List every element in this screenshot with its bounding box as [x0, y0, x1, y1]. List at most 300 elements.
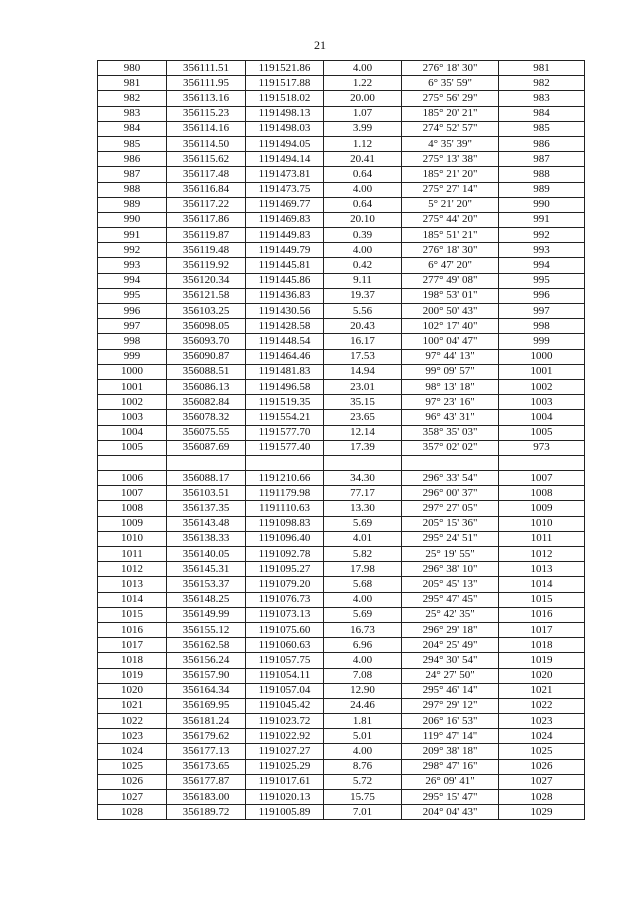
distance-cell: 19.37	[324, 288, 402, 303]
point-number-cell: 1007	[98, 486, 167, 501]
bearing-cell: 275° 13' 38"	[402, 152, 499, 167]
distance-cell: 5.56	[324, 304, 402, 319]
y-coordinate-cell: 1191518.02	[246, 91, 324, 106]
table-row	[98, 759, 585, 774]
x-coordinate-cell: 356117.22	[167, 197, 246, 212]
next-point-cell: 992	[499, 228, 585, 243]
survey-coordinates-table	[97, 60, 585, 820]
x-coordinate-cell: 356177.87	[167, 774, 246, 789]
bearing-cell: 296° 29' 18"	[402, 622, 499, 637]
x-coordinate-cell: 356115.23	[167, 106, 246, 121]
x-coordinate-cell: 356121.58	[167, 288, 246, 303]
point-number-cell: 1027	[98, 790, 167, 805]
distance-cell: 20.10	[324, 212, 402, 227]
distance-cell: 0.64	[324, 167, 402, 182]
next-point-cell: 988	[499, 167, 585, 182]
distance-cell: 23.65	[324, 410, 402, 425]
x-coordinate-cell: 356114.50	[167, 136, 246, 151]
bearing-cell: 298° 47' 16"	[402, 759, 499, 774]
bearing-cell: 100° 04' 47"	[402, 334, 499, 349]
bearing-cell: 98° 13' 18"	[402, 379, 499, 394]
y-coordinate-cell: 1191179.98	[246, 486, 324, 501]
x-coordinate-cell: 356179.62	[167, 729, 246, 744]
point-number-cell: 1003	[98, 410, 167, 425]
x-coordinate-cell: 356177.13	[167, 744, 246, 759]
point-number-cell: 1019	[98, 668, 167, 683]
next-point-cell: 985	[499, 121, 585, 136]
x-coordinate-cell: 356103.51	[167, 486, 246, 501]
y-coordinate-cell: 1191449.79	[246, 243, 324, 258]
distance-cell: 20.43	[324, 319, 402, 334]
point-number-cell: 991	[98, 228, 167, 243]
table-row	[98, 410, 585, 425]
y-coordinate-cell: 1191577.40	[246, 440, 324, 455]
next-point-cell: 1014	[499, 577, 585, 592]
point-number-cell: 989	[98, 197, 167, 212]
next-point-cell: 1019	[499, 653, 585, 668]
point-number-cell: 1006	[98, 471, 167, 486]
next-point-cell: 1021	[499, 683, 585, 698]
next-point-cell: 1024	[499, 729, 585, 744]
x-coordinate-cell: 356143.48	[167, 516, 246, 531]
y-coordinate-cell: 1191076.73	[246, 592, 324, 607]
point-number-cell: 997	[98, 319, 167, 334]
next-point-cell: 1017	[499, 622, 585, 637]
bearing-cell: 185° 21' 20"	[402, 167, 499, 182]
bearing-cell: 185° 51' 21"	[402, 228, 499, 243]
bearing-cell: 204° 25' 49"	[402, 638, 499, 653]
bearing-cell: 275° 44' 20"	[402, 212, 499, 227]
next-point-cell: 997	[499, 304, 585, 319]
bearing-cell: 295° 15' 47"	[402, 790, 499, 805]
point-number-cell: 1005	[98, 440, 167, 455]
next-point-cell: 1022	[499, 698, 585, 713]
bearing-cell: 296° 33' 54"	[402, 471, 499, 486]
bearing-cell: 25° 42' 35"	[402, 607, 499, 622]
x-coordinate-cell: 356140.05	[167, 547, 246, 562]
y-coordinate-cell: 1191025.29	[246, 759, 324, 774]
point-number-cell: 1000	[98, 364, 167, 379]
table-row	[98, 152, 585, 167]
point-number-cell: 1016	[98, 622, 167, 637]
x-coordinate-cell: 356093.70	[167, 334, 246, 349]
x-coordinate-cell: 356087.69	[167, 440, 246, 455]
next-point-cell: 1025	[499, 744, 585, 759]
y-coordinate-cell: 1191494.14	[246, 152, 324, 167]
table-row	[98, 744, 585, 759]
y-coordinate-cell: 1191473.81	[246, 167, 324, 182]
next-point-cell: 999	[499, 334, 585, 349]
x-coordinate-cell: 356082.84	[167, 395, 246, 410]
distance-cell: 8.76	[324, 759, 402, 774]
next-point-cell: 1027	[499, 774, 585, 789]
next-point-cell: 1004	[499, 410, 585, 425]
y-coordinate-cell: 1191057.75	[246, 653, 324, 668]
table-row	[98, 683, 585, 698]
bearing-cell: 297° 29' 12"	[402, 698, 499, 713]
bearing-cell: 5° 21' 20"	[402, 197, 499, 212]
bearing-cell: 275° 56' 29"	[402, 91, 499, 106]
table-row	[98, 440, 585, 455]
bearing-cell: 99° 09' 57"	[402, 364, 499, 379]
x-coordinate-cell: 356088.17	[167, 471, 246, 486]
table-row	[98, 622, 585, 637]
point-number-cell: 981	[98, 76, 167, 91]
table-row	[98, 395, 585, 410]
x-coordinate-cell: 356090.87	[167, 349, 246, 364]
table-row	[98, 304, 585, 319]
y-coordinate-cell: 1191060.63	[246, 638, 324, 653]
bearing-cell: 102° 17' 40"	[402, 319, 499, 334]
distance-cell: 0.42	[324, 258, 402, 273]
distance-cell: 1.81	[324, 714, 402, 729]
x-coordinate-cell: 356086.13	[167, 379, 246, 394]
point-number-cell: 995	[98, 288, 167, 303]
x-coordinate-cell: 356157.90	[167, 668, 246, 683]
table-row	[98, 167, 585, 182]
distance-cell: 13.30	[324, 501, 402, 516]
point-number-cell: 990	[98, 212, 167, 227]
y-coordinate-cell: 1191096.40	[246, 531, 324, 546]
table-row	[98, 577, 585, 592]
point-number-cell: 1025	[98, 759, 167, 774]
distance-cell: 9.11	[324, 273, 402, 288]
x-coordinate-cell: 356148.25	[167, 592, 246, 607]
table-row	[98, 349, 585, 364]
distance-cell: 5.82	[324, 547, 402, 562]
next-point-cell	[499, 455, 585, 470]
distance-cell: 34.30	[324, 471, 402, 486]
point-number-cell: 1021	[98, 698, 167, 713]
table-row	[98, 425, 585, 440]
distance-cell: 7.01	[324, 805, 402, 820]
bearing-cell: 297° 27' 05"	[402, 501, 499, 516]
y-coordinate-cell: 1191469.83	[246, 212, 324, 227]
point-number-cell: 1018	[98, 653, 167, 668]
next-point-cell: 1012	[499, 547, 585, 562]
bearing-cell: 277° 49' 08"	[402, 273, 499, 288]
point-number-cell: 987	[98, 167, 167, 182]
table-row	[98, 501, 585, 516]
point-number-cell	[98, 455, 167, 470]
point-number-cell: 980	[98, 61, 167, 76]
next-point-cell: 1029	[499, 805, 585, 820]
y-coordinate-cell: 1191577.70	[246, 425, 324, 440]
x-coordinate-cell: 356103.25	[167, 304, 246, 319]
distance-cell: 23.01	[324, 379, 402, 394]
y-coordinate-cell: 1191023.72	[246, 714, 324, 729]
next-point-cell: 1000	[499, 349, 585, 364]
bearing-cell: 294° 30' 54"	[402, 653, 499, 668]
y-coordinate-cell: 1191498.03	[246, 121, 324, 136]
next-point-cell: 1008	[499, 486, 585, 501]
point-number-cell: 988	[98, 182, 167, 197]
x-coordinate-cell: 356111.95	[167, 76, 246, 91]
table-row	[98, 258, 585, 273]
x-coordinate-cell: 356153.37	[167, 577, 246, 592]
bearing-cell: 275° 27' 14"	[402, 182, 499, 197]
y-coordinate-cell: 1191110.63	[246, 501, 324, 516]
bearing-cell: 25° 19' 55"	[402, 547, 499, 562]
y-coordinate-cell: 1191473.75	[246, 182, 324, 197]
y-coordinate-cell: 1191494.05	[246, 136, 324, 151]
distance-cell: 16.73	[324, 622, 402, 637]
bearing-cell: 198° 53' 01"	[402, 288, 499, 303]
distance-cell: 4.00	[324, 653, 402, 668]
y-coordinate-cell: 1191445.86	[246, 273, 324, 288]
bearing-cell: 200° 50' 43"	[402, 304, 499, 319]
table-row	[98, 668, 585, 683]
distance-cell: 5.72	[324, 774, 402, 789]
x-coordinate-cell: 356137.35	[167, 501, 246, 516]
next-point-cell: 986	[499, 136, 585, 151]
y-coordinate-cell: 1191027.27	[246, 744, 324, 759]
y-coordinate-cell: 1191210.66	[246, 471, 324, 486]
y-coordinate-cell: 1191092.78	[246, 547, 324, 562]
y-coordinate-cell: 1191521.86	[246, 61, 324, 76]
point-number-cell: 985	[98, 136, 167, 151]
next-point-cell: 981	[499, 61, 585, 76]
point-number-cell: 1023	[98, 729, 167, 744]
x-coordinate-cell: 356098.05	[167, 319, 246, 334]
point-number-cell: 992	[98, 243, 167, 258]
next-point-cell: 1026	[499, 759, 585, 774]
table-row	[98, 228, 585, 243]
y-coordinate-cell: 1191017.61	[246, 774, 324, 789]
next-point-cell: 1011	[499, 531, 585, 546]
point-number-cell: 984	[98, 121, 167, 136]
y-coordinate-cell: 1191436.83	[246, 288, 324, 303]
x-coordinate-cell: 356113.16	[167, 91, 246, 106]
table-row	[98, 531, 585, 546]
bearing-cell: 296° 38' 10"	[402, 562, 499, 577]
x-coordinate-cell: 356183.00	[167, 790, 246, 805]
point-number-cell: 1008	[98, 501, 167, 516]
x-coordinate-cell: 356155.12	[167, 622, 246, 637]
distance-cell: 4.00	[324, 592, 402, 607]
point-number-cell: 1012	[98, 562, 167, 577]
table-row	[98, 106, 585, 121]
distance-cell: 5.68	[324, 577, 402, 592]
y-coordinate-cell: 1191022.92	[246, 729, 324, 744]
bearing-cell: 97° 23' 16"	[402, 395, 499, 410]
next-point-cell: 1013	[499, 562, 585, 577]
distance-cell: 4.00	[324, 744, 402, 759]
next-point-cell: 1028	[499, 790, 585, 805]
next-point-cell: 973	[499, 440, 585, 455]
next-point-cell: 991	[499, 212, 585, 227]
x-coordinate-cell: 356117.86	[167, 212, 246, 227]
x-coordinate-cell: 356189.72	[167, 805, 246, 820]
table-row	[98, 486, 585, 501]
distance-cell: 14.94	[324, 364, 402, 379]
table-row	[98, 790, 585, 805]
x-coordinate-cell: 356115.62	[167, 152, 246, 167]
distance-cell: 35.15	[324, 395, 402, 410]
bearing-cell: 97° 44' 13"	[402, 349, 499, 364]
table-row	[98, 319, 585, 334]
y-coordinate-cell: 1191498.13	[246, 106, 324, 121]
table-row	[98, 136, 585, 151]
table-row	[98, 638, 585, 653]
y-coordinate-cell: 1191519.35	[246, 395, 324, 410]
distance-cell: 16.17	[324, 334, 402, 349]
bearing-cell: 276° 18' 30"	[402, 243, 499, 258]
table-row	[98, 562, 585, 577]
point-number-cell: 999	[98, 349, 167, 364]
distance-cell: 12.90	[324, 683, 402, 698]
point-number-cell: 993	[98, 258, 167, 273]
table-row	[98, 76, 585, 91]
distance-cell: 12.14	[324, 425, 402, 440]
point-number-cell: 986	[98, 152, 167, 167]
distance-cell: 6.96	[324, 638, 402, 653]
bearing-cell: 276° 18' 30"	[402, 61, 499, 76]
y-coordinate-cell: 1191496.58	[246, 379, 324, 394]
bearing-cell: 295° 24' 51"	[402, 531, 499, 546]
point-number-cell: 994	[98, 273, 167, 288]
next-point-cell: 987	[499, 152, 585, 167]
bearing-cell: 6° 47' 20"	[402, 258, 499, 273]
y-coordinate-cell: 1191045.42	[246, 698, 324, 713]
x-coordinate-cell: 356173.65	[167, 759, 246, 774]
distance-cell: 3.99	[324, 121, 402, 136]
point-number-cell: 1017	[98, 638, 167, 653]
distance-cell: 17.53	[324, 349, 402, 364]
table-row	[98, 653, 585, 668]
y-coordinate-cell: 1191517.88	[246, 76, 324, 91]
distance-cell: 15.75	[324, 790, 402, 805]
bearing-cell: 358° 35' 03"	[402, 425, 499, 440]
bearing-cell: 274° 52' 57"	[402, 121, 499, 136]
x-coordinate-cell: 356088.51	[167, 364, 246, 379]
survey-table-body	[98, 61, 585, 820]
next-point-cell: 1003	[499, 395, 585, 410]
y-coordinate-cell: 1191430.56	[246, 304, 324, 319]
bearing-cell: 4° 35' 39"	[402, 136, 499, 151]
table-row	[98, 698, 585, 713]
bearing-cell: 206° 16' 53"	[402, 714, 499, 729]
next-point-cell: 982	[499, 76, 585, 91]
distance-cell: 4.00	[324, 182, 402, 197]
table-row	[98, 547, 585, 562]
point-number-cell: 1024	[98, 744, 167, 759]
point-number-cell: 1022	[98, 714, 167, 729]
distance-cell: 20.41	[324, 152, 402, 167]
bearing-cell	[402, 455, 499, 470]
table-row	[98, 592, 585, 607]
next-point-cell: 1009	[499, 501, 585, 516]
x-coordinate-cell: 356111.51	[167, 61, 246, 76]
point-number-cell: 1011	[98, 547, 167, 562]
y-coordinate-cell: 1191464.46	[246, 349, 324, 364]
bearing-cell: 6° 35' 59"	[402, 76, 499, 91]
point-number-cell: 1026	[98, 774, 167, 789]
x-coordinate-cell: 356116.84	[167, 182, 246, 197]
bearing-cell: 26° 09' 41"	[402, 774, 499, 789]
y-coordinate-cell	[246, 455, 324, 470]
point-number-cell: 1009	[98, 516, 167, 531]
y-coordinate-cell: 1191428.58	[246, 319, 324, 334]
next-point-cell: 1020	[499, 668, 585, 683]
x-coordinate-cell: 356156.24	[167, 653, 246, 668]
next-point-cell: 983	[499, 91, 585, 106]
table-row	[98, 273, 585, 288]
table-row	[98, 471, 585, 486]
x-coordinate-cell: 356164.34	[167, 683, 246, 698]
x-coordinate-cell: 356119.92	[167, 258, 246, 273]
distance-cell: 1.12	[324, 136, 402, 151]
x-coordinate-cell: 356145.31	[167, 562, 246, 577]
table-row	[98, 91, 585, 106]
x-coordinate-cell: 356162.58	[167, 638, 246, 653]
x-coordinate-cell: 356117.48	[167, 167, 246, 182]
next-point-cell: 1001	[499, 364, 585, 379]
x-coordinate-cell: 356149.99	[167, 607, 246, 622]
next-point-cell: 1016	[499, 607, 585, 622]
y-coordinate-cell: 1191095.27	[246, 562, 324, 577]
next-point-cell: 989	[499, 182, 585, 197]
y-coordinate-cell: 1191079.20	[246, 577, 324, 592]
bearing-cell: 205° 15' 36"	[402, 516, 499, 531]
y-coordinate-cell: 1191098.83	[246, 516, 324, 531]
y-coordinate-cell: 1191448.54	[246, 334, 324, 349]
point-number-cell: 996	[98, 304, 167, 319]
x-coordinate-cell: 356078.32	[167, 410, 246, 425]
point-number-cell: 1014	[98, 592, 167, 607]
table-row	[98, 121, 585, 136]
table-row	[98, 516, 585, 531]
point-number-cell: 1013	[98, 577, 167, 592]
bearing-cell: 209° 38' 18"	[402, 744, 499, 759]
bearing-cell: 357° 02' 02"	[402, 440, 499, 455]
next-point-cell: 993	[499, 243, 585, 258]
distance-cell: 5.69	[324, 607, 402, 622]
next-point-cell: 994	[499, 258, 585, 273]
distance-cell: 20.00	[324, 91, 402, 106]
distance-cell: 4.01	[324, 531, 402, 546]
y-coordinate-cell: 1191073.13	[246, 607, 324, 622]
next-point-cell: 1015	[499, 592, 585, 607]
distance-cell: 1.22	[324, 76, 402, 91]
distance-cell: 4.00	[324, 243, 402, 258]
y-coordinate-cell: 1191057.04	[246, 683, 324, 698]
x-coordinate-cell: 356119.48	[167, 243, 246, 258]
y-coordinate-cell: 1191005.89	[246, 805, 324, 820]
x-coordinate-cell: 356138.33	[167, 531, 246, 546]
point-number-cell: 1020	[98, 683, 167, 698]
point-number-cell: 1028	[98, 805, 167, 820]
distance-cell: 17.98	[324, 562, 402, 577]
table-row	[98, 729, 585, 744]
distance-cell: 0.39	[324, 228, 402, 243]
table-row	[98, 607, 585, 622]
bearing-cell: 96° 43' 31"	[402, 410, 499, 425]
distance-cell: 77.17	[324, 486, 402, 501]
table-row	[98, 364, 585, 379]
table-row	[98, 455, 585, 470]
y-coordinate-cell: 1191020.13	[246, 790, 324, 805]
table-row	[98, 212, 585, 227]
x-coordinate-cell: 356114.16	[167, 121, 246, 136]
page-number: 21	[314, 38, 326, 52]
next-point-cell: 1010	[499, 516, 585, 531]
table-row	[98, 805, 585, 820]
distance-cell: 5.69	[324, 516, 402, 531]
table-row	[98, 379, 585, 394]
point-number-cell: 983	[98, 106, 167, 121]
table-row	[98, 243, 585, 258]
